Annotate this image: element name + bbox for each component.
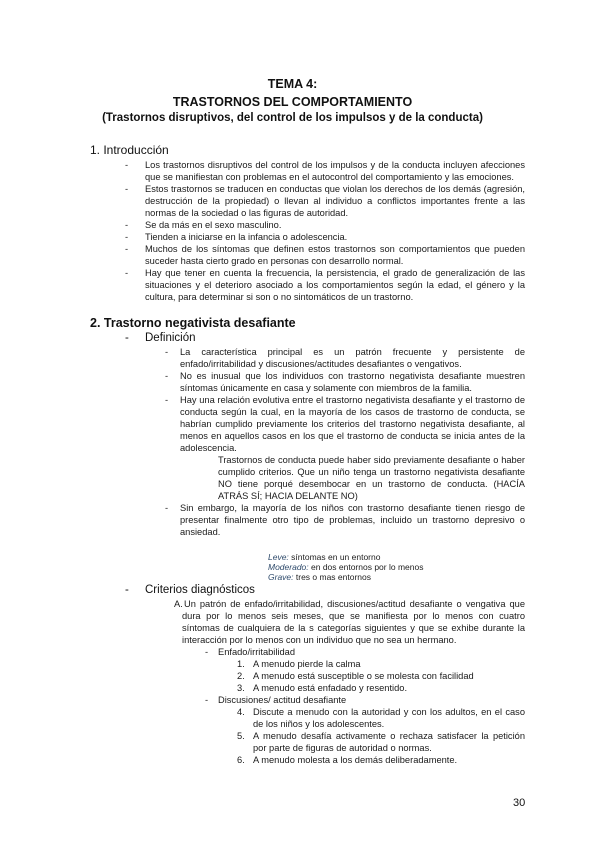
group-discusiones-row [205,694,525,706]
dash-marker: - [125,268,129,278]
definicion-heading: Definición [145,332,196,344]
item-text: Los trastornos disruptivos del control de los impulsos y de la conducta incluyen afecciones que se manifiestan con problemas en el autocontrol del comportamiento y las emociones. [145,160,525,182]
severity-moderado [268,562,525,572]
discusiones-list [237,706,525,766]
severity-box [268,552,525,582]
note [180,454,525,502]
item-number: 6. [237,755,245,765]
list-item [165,394,525,454]
enfado-list [237,658,525,694]
severity-label: Moderado: [268,562,309,572]
dash-marker: - [125,232,129,242]
item-text: A menudo está susceptible o se molesta con facilidad [253,671,474,681]
dash-marker: - [125,160,129,170]
item-number: 3. [237,683,245,693]
dash-marker: - [125,244,129,254]
section-2-heading: 2. Trastorno negativista desafiante [90,316,296,330]
page-title: TRASTORNOS DEL COMPORTAMIENTO [172,95,413,109]
list-item [125,231,525,243]
criterion-item [237,730,525,754]
note-text: Trastornos de conducta puede haber sido previamente desafiante o haber cumplido criterios. Que un niño tenga un trastorno negativista desafiante NO tiene porqué desembocar en un trastorno de conducta. (HACÍA ATRÁS SÍ; HACIA DELANTE NO) [218,455,525,501]
definicion-row [125,331,525,345]
list-item [125,243,525,267]
criterion-item [237,682,525,694]
item-number: 2. [237,671,245,681]
list-item [165,502,525,538]
dash-marker: - [165,395,169,405]
list-item [165,370,525,394]
severity-label: Grave: [268,572,294,582]
item-text: Discute a menudo con la autoridad y con los adultos, en el caso de los niños y los adolescentes. [253,707,525,729]
dash-marker: - [205,647,209,657]
item-text: A menudo desafía activamente o rechaza satisfacer la petición por parte de figuras de autoridad o normas. [253,731,525,753]
severity-grave [268,572,525,582]
severity-text: tres o mas entornos [293,572,371,582]
page-number: 30 [513,797,526,809]
section-1-heading: 1. Introducción [90,143,169,157]
criterion-a [174,598,525,646]
group-enfado-row [205,646,525,658]
item-number: 5. [237,731,245,741]
criterion-item [237,754,525,766]
intro-list [125,159,525,303]
dash-marker: - [165,503,169,513]
item-text: Tienden a iniciarse en la infancia o adolescencia. [145,232,348,242]
list-item [125,219,525,231]
item-text: A menudo está enfadado y resentido. [253,683,408,693]
criterion-a-text: Un patrón de enfado/irritabilidad, discusiones/actitud desafiante o vengativa que dura por lo menos seis meses, que se manifiesta por lo menos con cuatro síntomas de cualquiera de la s categorías siguientes y que se exhibe durante la interacción por lo menos con un individuo que no sea un hermano. [182,599,525,645]
dash-marker: - [205,695,209,705]
severity-label: Leve: [268,552,289,562]
severity-text: síntomas en un entorno [288,552,381,562]
list-item [125,183,525,219]
criterion-item [237,658,525,670]
dash-marker: - [165,371,169,381]
item-text: La característica principal es un patrón frecuente y persistente de enfado/irritabilidad y discusiones/actitudes desafiantes o vengativos. [180,347,525,369]
item-text: Sin embargo, la mayoría de los niños con trastorno desafiante tienen riesgo de presentar finalmente otro tipo de problemas, incluido un trastorno depresivo o ansiedad. [180,503,525,537]
list-item [125,267,525,303]
severity-leve [268,552,525,562]
dash-marker: - [125,184,129,194]
criterios-row [125,583,525,597]
severity-text: en dos entornos por lo menos [308,562,424,572]
item-number: 1. [237,659,245,669]
item-text: Hay una relación evolutiva entre el trastorno negativista desafiante y el trastorno de conducta según la cual, en la mayoría de los casos de trastorno de conducta, se habrían cumplido previamente los criterios del trastorno negativista desafiante, al menos en aquellos casos en los que el trastorno de conducta se inicia antes de la adolescencia. [180,395,525,453]
topic-number: TEMA 4: [267,77,318,91]
criterion-item [237,706,525,730]
item-text: A menudo molesta a los demás deliberadamente. [253,755,458,765]
group-discusiones: Discusiones/ actitud desafiante [218,695,347,705]
dash-marker: - [165,347,169,357]
group-enfado: Enfado/irritabilidad [218,647,296,657]
list-item [165,346,525,370]
dash-marker: - [125,332,129,344]
criterios-heading: Criterios diagnósticos [145,584,255,596]
item-text: No es inusual que los individuos con trastorno negativista desafiante muestren síntomas únicamente en casa y solamente con miembros de la familia. [180,371,525,393]
dash-marker: - [125,220,129,230]
criterion-a-marker: A. [174,599,183,609]
item-text: Muchos de los síntomas que definen estos trastornos son comportamientos que pueden suceder hasta cierto grado en personas con desarrollo normal. [145,244,525,266]
criterion-item [237,670,525,682]
definicion-list [165,346,525,538]
item-number: 4. [237,707,245,717]
item-text: A menudo pierde la calma [253,659,361,669]
item-text: Hay que tener en cuenta la frecuencia, la persistencia, el grado de generalización de las situaciones y el deterioro asociado a los comportamientos según la edad, el género y la cultura, para determinar si son o no sintomáticos de un trastorno. [145,268,525,302]
item-text: Se da más en el sexo masculino. [145,220,282,230]
item-text: Estos trastornos se traducen en conductas que violan los derechos de los demás (agresión, destrucción de la propiedad) o llevan al individuo a conflictos importantes frente a las normas de la sociedad o las figuras de autoridad. [145,184,525,218]
dash-marker: - [125,584,129,596]
page-subtitle: (Trastornos disruptivos, del control de los impulsos y de la conducta) [102,112,483,124]
list-item [125,159,525,183]
